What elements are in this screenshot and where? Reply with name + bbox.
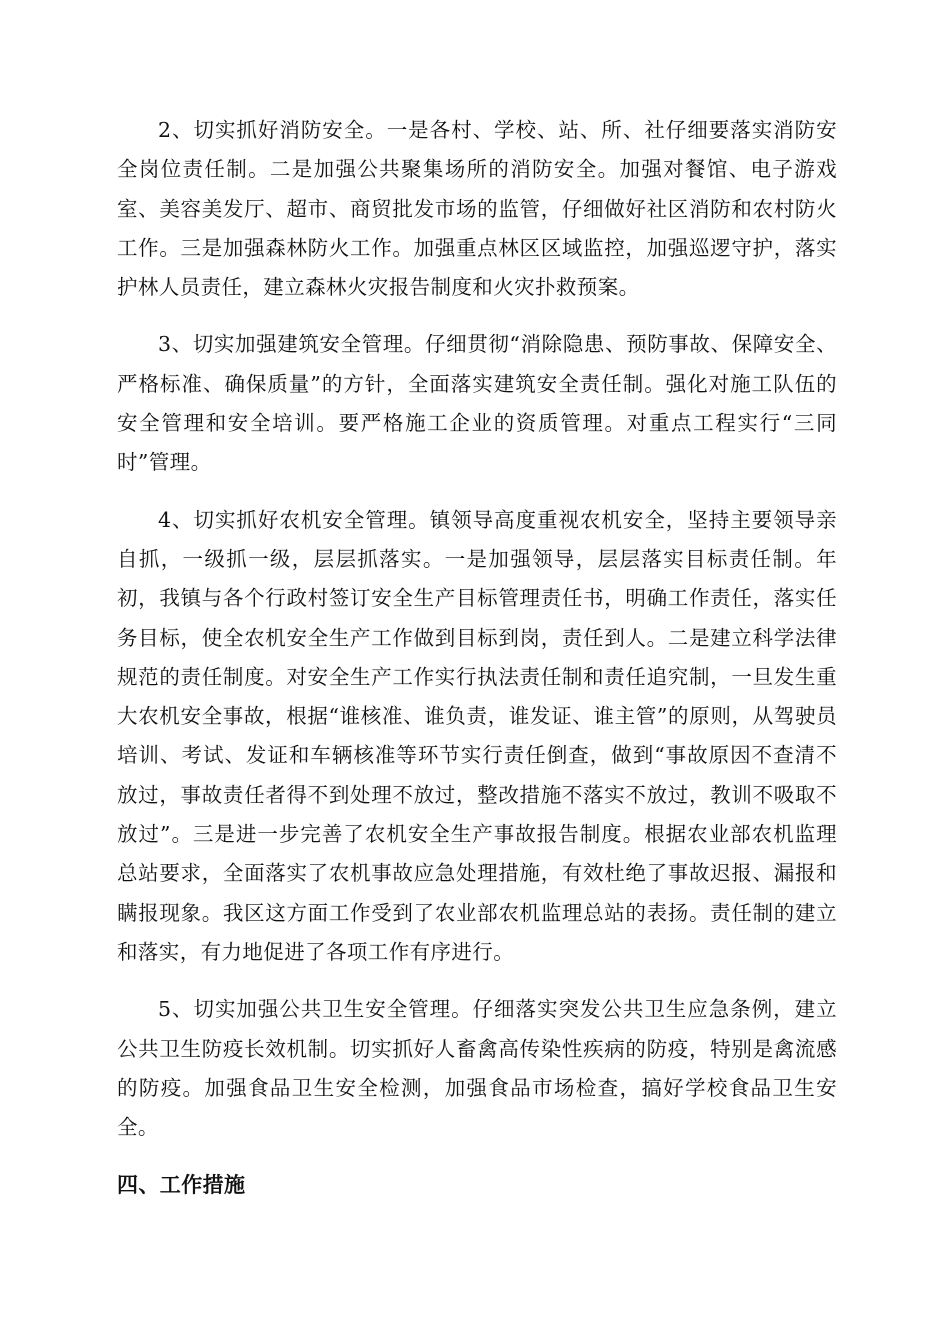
paragraph-construction-safety: 3、切实加强建筑安全管理。仔细贯彻“消除隐患、预防事故、保障安全、严格标准、确保质量”的方针，全面落实建筑安全责任制。强化对施工队伍的安全管理和安全培训。要严格施工企业的资质管理。对重点工程实行“三同时”管理。 <box>117 332 837 475</box>
paragraph-agricultural-machinery-safety: 4、切实抓好农机安全管理。镇领导高度重视农机安全，坚持主要领导亲自抓，一级抓一级，层层抓落实。一是加强领导，层层落实目标责任制。年初，我镇与各个行政村签订安全生产目标管理责任书，明确工作责任，落实任务目标，使全农机安全生产工作做到目标到岗，责任到人。二是建立科学法律规范的责任制度。对安全生产工作实行执法责任制和责任追究制，一旦发生重大农机安全事故，根据“谁核准、谁负责，谁发证、谁主管”的原则，从驾驶员培训、考试、发证和车辆核准等环节实行责任倒查，做到“事故原因不查清不放过，事故责任者得不到处理不放过，整改措施不落实不放过，教训不吸取不放过”。三是进一步完善了农机安全生产事故报告制度。根据农业部农机监理总站要求，全面落实了农机事故应急处理措施，有效杜绝了事故迟报、漏报和瞒报现象。我区这方面工作受到了农业部农机监理总站的表扬。责任制的建立和落实，有力地促进了各项工作有序进行。 <box>117 507 837 964</box>
paragraph-public-health-safety: 5、切实加强公共卫生安全管理。仔细落实突发公共卫生应急条例，建立公共卫生防疫长效机制。切实抓好人畜禽高传染性疾病的防疫，特别是禽流感的防疫。加强食品卫生安全检测，加强食品市场检查，搞好学校食品卫生安全。 <box>117 997 837 1140</box>
section-heading: 四、工作措施 <box>117 1172 246 1198</box>
document-page <box>117 111 837 1205</box>
paragraph-fire-safety: 2、切实抓好消防安全。一是各村、学校、站、所、社仔细要落实消防安全岗位责任制。二是加强公共聚集场所的消防安全。加强对餐馆、电子游戏室、美容美发厅、超市、商贸批发市场的监管，仔细做好社区消防和农村防火工作。三是加强森林防火工作。加强重点林区区域监控，加强巡逻守护，落实护林人员责任，建立森林火灾报告制度和火灾扑救预案。 <box>117 118 837 300</box>
